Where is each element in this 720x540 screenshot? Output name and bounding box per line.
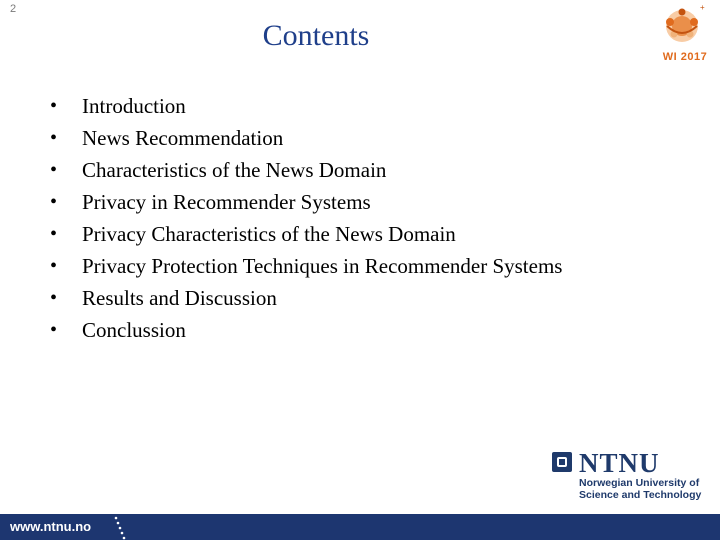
list-item [50, 90, 562, 122]
list-item-text: News Recommendation [82, 125, 284, 150]
ntnu-subtitle [579, 477, 720, 501]
conference-logo-text: WI 2017 [662, 51, 708, 63]
list-item [50, 122, 562, 154]
bullet-icon: • [50, 191, 58, 213]
ntnu-subtitle-line1: Norwegian University of [579, 477, 700, 489]
list-item [50, 218, 562, 250]
bullet-icon: • [50, 319, 58, 341]
bullet-icon: • [50, 287, 58, 309]
ntnu-wordmark: NTNU [579, 448, 660, 478]
ntnu-subtitle-line2: Science and Technology [579, 489, 702, 501]
list-item-text: Privacy Protection Techniques in Recommender Systems [82, 253, 563, 278]
footer-url: www.ntnu.no [10, 519, 92, 534]
bullet-icon: • [50, 255, 58, 277]
list-item [50, 314, 562, 346]
slide-title: Contents [262, 19, 370, 52]
ntnu-mark-icon [552, 452, 572, 472]
list-item-text: Introduction [82, 93, 186, 118]
bullet-icon: • [50, 127, 58, 149]
list-item [50, 154, 562, 186]
contents-list [50, 90, 562, 346]
ntnu-logo [552, 450, 702, 504]
list-item-text: Results and Discussion [82, 285, 277, 310]
bullet-icon: • [50, 223, 58, 245]
list-item [50, 186, 562, 218]
list-item [50, 250, 562, 282]
footer-decoration-icon [110, 514, 130, 540]
bullet-icon: • [50, 159, 58, 181]
slide-number: 2 [10, 3, 17, 15]
list-item-text: Characteristics of the News Domain [82, 157, 387, 182]
list-item [50, 282, 562, 314]
bullet-icon: • [50, 95, 58, 117]
list-item-text: Privacy Characteristics of the News Domain [82, 221, 456, 246]
list-item-text: Privacy in Recommender Systems [82, 189, 371, 214]
svg-text:+: + [700, 3, 705, 12]
footer-bar [0, 514, 720, 540]
list-item-text: Conclussion [82, 317, 186, 342]
